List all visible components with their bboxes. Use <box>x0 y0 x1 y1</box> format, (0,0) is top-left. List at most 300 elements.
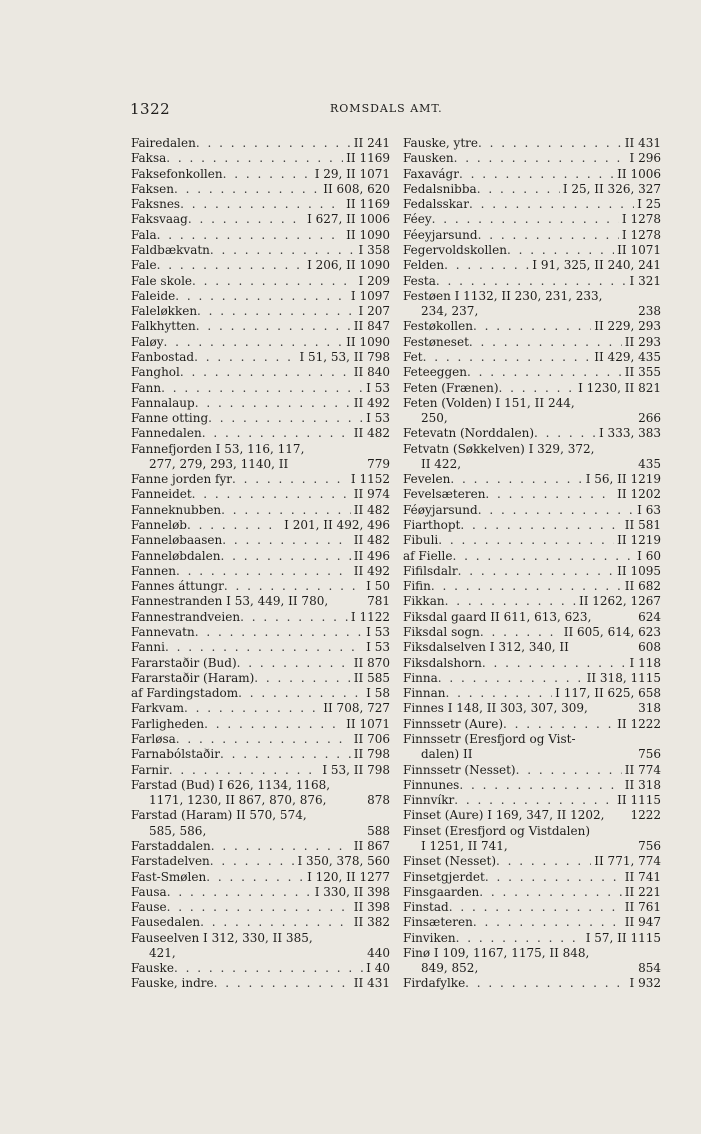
index-entry-line <box>403 946 661 961</box>
entry-references: II 318 <box>624 777 661 792</box>
index-entry-line <box>403 335 661 350</box>
index-entry-line <box>131 625 390 640</box>
entry-term: Fiksdal gaard II 611, 613, 623, <box>403 609 592 624</box>
dot-leader <box>459 167 614 182</box>
index-entry-line <box>403 870 661 885</box>
entry-term: af Fielle <box>403 548 453 563</box>
index-entry <box>403 503 661 518</box>
index-entry <box>403 564 661 579</box>
index-entry <box>131 671 390 686</box>
dot-leader <box>238 686 363 701</box>
index-entry <box>131 549 390 564</box>
entry-references: II 492 <box>353 395 390 410</box>
dot-leader <box>180 365 351 380</box>
index-entry-line <box>403 472 661 487</box>
entry-references: II 482 <box>353 533 390 548</box>
dot-leader <box>438 671 584 686</box>
entry-references: 266 <box>638 411 661 426</box>
index-entry-line <box>131 885 390 900</box>
entry-references: I 330, II 398 <box>314 884 390 899</box>
entry-references: II 1169 <box>346 151 390 166</box>
dot-leader <box>478 228 619 243</box>
dot-leader <box>459 778 621 793</box>
index-column-right <box>403 136 661 992</box>
entry-term: Finnunes <box>403 777 460 792</box>
entry-references: 878 <box>367 793 390 808</box>
index-entry-line <box>131 411 390 426</box>
index-entry <box>403 594 661 609</box>
entry-term: Farstad (Haram) II 570, 574, <box>131 808 307 823</box>
index-entry-line <box>131 228 390 243</box>
index-entry-line <box>131 274 390 289</box>
entry-term: Festa <box>403 273 436 288</box>
index-entry <box>403 151 661 166</box>
index-entry <box>403 426 661 441</box>
entry-references: II 847 <box>353 319 390 334</box>
index-entry <box>131 381 390 396</box>
entry-references: I 91, 325, II 240, 241 <box>532 258 661 273</box>
index-entry-line <box>131 319 390 334</box>
dot-leader <box>214 976 351 991</box>
index-entry <box>403 335 661 350</box>
index-entry-continuation <box>403 839 661 854</box>
entry-term: 421, <box>149 945 176 960</box>
index-entry-line <box>403 212 661 227</box>
index-entry-line <box>131 594 390 609</box>
dot-leader <box>195 396 351 411</box>
index-entry <box>131 411 390 426</box>
entry-term: Féey <box>403 212 432 227</box>
entry-term: Finstad <box>403 900 449 915</box>
index-entry <box>403 274 661 289</box>
entry-term: Fauske, ytre <box>403 136 478 150</box>
index-entry <box>403 976 661 991</box>
index-entry-line <box>403 793 661 808</box>
index-entry-line <box>131 579 390 594</box>
dot-leader <box>221 503 351 518</box>
entry-term: Fannes áttungr <box>131 579 224 594</box>
dot-leader <box>516 763 622 778</box>
index-entry-line <box>131 808 390 823</box>
index-entry <box>131 212 390 227</box>
entry-term: I 1251, II 741, <box>421 838 508 853</box>
index-entry <box>131 319 390 334</box>
index-entry <box>131 594 390 609</box>
entry-references: I 40 <box>366 961 390 976</box>
entry-references: II 761 <box>624 900 661 915</box>
entry-term: Farstad (Bud) I 626, 1134, 1168, <box>131 777 331 792</box>
dot-leader <box>496 854 591 869</box>
index-entry <box>131 335 390 350</box>
entry-references: I 25 <box>637 197 661 212</box>
entry-term: Fegervoldskollen <box>403 242 507 257</box>
index-entry <box>131 274 390 289</box>
index-entry-line <box>131 717 390 732</box>
index-entry-line <box>131 961 390 976</box>
index-entry-line <box>131 976 390 991</box>
entry-term: Fanneløbaasen <box>131 533 223 548</box>
index-entry <box>403 319 661 334</box>
entry-term: Finsæteren <box>403 915 473 930</box>
index-entry-line <box>131 564 390 579</box>
index-entry-line <box>403 503 661 518</box>
entry-references: I 207 <box>358 304 390 319</box>
entry-term: Fauske <box>131 961 174 976</box>
entry-references: II 1202 <box>617 487 661 502</box>
entry-references: 756 <box>638 747 661 762</box>
index-entry-continuation <box>131 946 390 961</box>
index-entry-continuation <box>403 411 661 426</box>
index-entry-line <box>131 610 390 625</box>
index-entry <box>131 931 390 962</box>
index-entry <box>131 151 390 166</box>
dot-leader <box>436 274 627 289</box>
index-entry <box>403 671 661 686</box>
entry-term: Fast-Smølen <box>131 869 207 884</box>
index-entry <box>403 640 661 655</box>
index-entry <box>403 549 661 564</box>
dot-leader <box>456 931 583 946</box>
entry-references: 624 <box>638 609 661 624</box>
entry-references: II 398 <box>353 900 390 915</box>
entry-term: Fausken <box>403 151 454 166</box>
dot-leader <box>444 258 529 273</box>
dot-leader <box>167 900 351 915</box>
dot-leader <box>211 839 351 854</box>
index-entry-line <box>131 212 390 227</box>
entry-term: Finset (Eresfjord og Vistdalen) <box>403 823 591 838</box>
entry-term: Féeyjarsund <box>403 227 478 242</box>
index-entry <box>403 701 661 716</box>
index-entry <box>131 900 390 915</box>
index-entry <box>403 686 661 701</box>
entry-references: I 117, II 625, 658 <box>555 686 661 701</box>
index-entry-line <box>403 915 661 930</box>
index-entry-continuation <box>403 304 661 319</box>
entry-references: II 229, 293 <box>594 319 661 334</box>
entry-term: Fanbostad <box>131 349 195 364</box>
index-entry-line <box>131 182 390 197</box>
entry-term: Fale <box>131 258 157 273</box>
entry-references: I 29, II 1071 <box>314 166 390 181</box>
dot-leader <box>438 533 614 548</box>
entry-term: 849, 852, <box>421 961 479 976</box>
entry-term: Fairedalen <box>131 136 196 150</box>
dot-leader <box>458 564 615 579</box>
entry-term: Falkhytten <box>131 319 196 334</box>
entry-references: II 1219 <box>617 533 661 548</box>
dot-leader <box>192 274 356 289</box>
dot-leader <box>194 350 296 365</box>
index-entry <box>403 717 661 732</box>
entry-references: I 53, II 798 <box>322 762 390 777</box>
index-entry <box>131 808 390 839</box>
entry-term: Faksa <box>131 151 167 166</box>
entry-term: Faksnes <box>131 197 181 212</box>
index-entry-line <box>403 396 661 411</box>
entry-term: Fibuli <box>403 533 439 548</box>
index-entry <box>131 579 390 594</box>
index-entry-line <box>131 854 390 869</box>
entry-term: Fannedalen <box>131 426 202 441</box>
index-entry <box>403 258 661 273</box>
dot-leader <box>175 289 348 304</box>
entry-term: Fararstaðir (Haram) <box>131 670 255 685</box>
entry-term: Feten (Volden) I 151, II 244, <box>403 395 575 410</box>
dot-leader <box>467 365 622 380</box>
entry-term: Finviken <box>403 930 456 945</box>
index-entry <box>131 442 390 473</box>
entry-references: I 53 <box>366 380 390 395</box>
dot-leader <box>477 182 560 197</box>
entry-term: Finset (Aure) I 169, 347, II 1202, <box>403 808 605 823</box>
dot-leader <box>197 304 355 319</box>
index-entry-line <box>403 151 661 166</box>
entry-references: II 605, 614, 623 <box>563 625 661 639</box>
entry-term: 250, <box>421 411 448 426</box>
entry-references: I 118 <box>629 655 661 670</box>
index-entry-line <box>131 549 390 564</box>
dot-leader <box>478 503 634 518</box>
index-entry <box>131 533 390 548</box>
dot-leader <box>208 411 363 426</box>
entry-references: II 708, 727 <box>323 701 390 716</box>
dot-leader <box>499 381 576 396</box>
index-entry-line <box>403 442 661 457</box>
entry-term: Fedalsskar <box>403 197 469 212</box>
entry-references: 779 <box>367 456 390 471</box>
index-entry <box>131 839 390 854</box>
entry-references: II 741 <box>624 869 661 884</box>
dot-leader <box>200 915 351 930</box>
entry-term: Finsetgjerdet <box>403 869 485 884</box>
index-entry <box>403 365 661 380</box>
index-entry-continuation <box>403 961 661 976</box>
entry-references: 238 <box>638 304 661 319</box>
index-entry-line <box>131 778 390 793</box>
entry-references: I 1122 <box>350 609 390 624</box>
entry-references: II 431 <box>353 976 390 991</box>
entry-term: Fifin <box>403 579 431 594</box>
entry-term: Finnes I 148, II 303, 307, 309, <box>403 701 588 716</box>
index-entry <box>131 961 390 976</box>
dot-leader <box>206 870 304 885</box>
entry-references: II 1006 <box>617 166 661 181</box>
index-entry <box>403 533 661 548</box>
page-number: 1322 <box>130 100 171 118</box>
index-entry-line <box>131 839 390 854</box>
index-entry <box>403 870 661 885</box>
entry-references: II 870 <box>353 655 390 670</box>
entry-term: Fannestrandveien <box>131 609 241 624</box>
entry-references: I 1278 <box>621 227 661 242</box>
entry-term: Fanneløb <box>131 518 187 533</box>
index-entry <box>131 656 390 671</box>
entry-references: II 581 <box>624 518 661 533</box>
entry-term: Fanneløbdalen <box>131 548 221 563</box>
entry-references: II 1115 <box>617 793 661 808</box>
entry-references: I 209 <box>358 273 390 288</box>
dot-leader <box>202 426 351 441</box>
index-entry-line <box>403 426 661 441</box>
index-entry-line <box>403 381 661 396</box>
dot-leader <box>460 518 621 533</box>
dot-leader <box>223 167 312 182</box>
entry-references: I 206, II 1090 <box>307 258 390 273</box>
entry-term: Fale skole <box>131 273 193 288</box>
index-entry-line <box>403 671 661 686</box>
index-entry <box>131 640 390 655</box>
entry-references: 1222 <box>630 808 661 823</box>
index-entry-line <box>403 274 661 289</box>
index-entry-line <box>131 442 390 457</box>
index-entry-line <box>131 900 390 915</box>
entry-term: Fannevatn <box>131 625 195 639</box>
index-entry <box>403 518 661 533</box>
index-entry-line <box>403 824 661 839</box>
index-entry-line <box>131 656 390 671</box>
entry-term: Festøen I 1132, II 230, 231, 233, <box>403 288 603 303</box>
index-entry <box>131 182 390 197</box>
index-entry <box>131 610 390 625</box>
index-entry-continuation <box>131 457 390 472</box>
index-entry-line <box>131 686 390 701</box>
entry-references: II 496 <box>353 548 390 563</box>
entry-term: Festøneset <box>403 334 469 349</box>
entry-term: Fanghol <box>131 365 180 380</box>
entry-term: Finnssetr (Nesset) <box>403 762 516 777</box>
entry-references: I 51, 53, II 798 <box>299 349 390 364</box>
index-entry-line <box>403 885 661 900</box>
index-entry-line <box>403 778 661 793</box>
entry-term: 277, 279, 293, 1140, II <box>149 456 289 471</box>
index-entry <box>403 442 661 473</box>
index-entry-line <box>131 870 390 885</box>
entry-references: II 1095 <box>617 563 661 578</box>
index-entry <box>131 763 390 778</box>
entry-term: dalen) II <box>421 747 473 762</box>
entry-term: Farkvam <box>131 701 184 716</box>
dot-leader <box>187 518 281 533</box>
entry-references: I 1230, II 821 <box>578 380 661 395</box>
entry-term: Faxavágr <box>403 166 459 181</box>
entry-references: II 1262, 1267 <box>578 594 661 609</box>
entry-term: Fiksdalshorn <box>403 655 482 670</box>
entry-references: I 333, 383 <box>599 426 661 441</box>
entry-term: Faksefonkollen <box>131 166 223 181</box>
entry-references: II 318, 1115 <box>586 670 661 685</box>
index-entry <box>403 778 661 793</box>
dot-leader <box>454 793 614 808</box>
entry-references: I 627, II 1006 <box>307 212 390 227</box>
index-entry <box>403 625 661 640</box>
dot-leader <box>454 151 627 166</box>
index-entry-line <box>131 167 390 182</box>
dot-leader <box>465 976 626 991</box>
index-entry-line <box>131 258 390 273</box>
index-entry <box>403 167 661 182</box>
dot-leader <box>174 961 363 976</box>
dot-leader <box>469 197 634 212</box>
entry-references: II 482 <box>353 502 390 517</box>
entry-references: II 241 <box>353 136 390 150</box>
dot-leader <box>222 533 351 548</box>
entry-term: Faleløkken <box>131 304 198 319</box>
entry-term: Fiarthopt <box>403 518 461 533</box>
index-entry-line <box>131 151 390 166</box>
index-entry <box>403 579 661 594</box>
entry-references: II 608, 620 <box>323 181 390 196</box>
dot-leader <box>224 579 363 594</box>
entry-references: I 56, II 1219 <box>585 472 661 487</box>
entry-term: Fannalaup <box>131 395 195 410</box>
index-entry-line <box>403 319 661 334</box>
entry-references: I 57, II 1115 <box>585 930 661 945</box>
entry-references: II 431 <box>624 136 661 150</box>
index-entry <box>131 976 390 991</box>
index-entry-line <box>403 365 661 380</box>
dot-leader <box>449 900 622 915</box>
entry-term: Finnssetr (Aure) <box>403 716 504 731</box>
index-entry-line <box>403 701 661 716</box>
entry-term: Faldbækvatn <box>131 242 210 257</box>
entry-term: Farnir <box>131 762 169 777</box>
entry-term: Fevelsæteren <box>403 487 486 502</box>
entry-references: I 63 <box>637 502 661 517</box>
entry-references: II 355 <box>624 365 661 380</box>
index-entry-line <box>403 610 661 625</box>
dot-leader <box>210 854 295 869</box>
index-entry-line <box>131 640 390 655</box>
entry-term: Fararstaðir (Bud) <box>131 655 237 670</box>
index-entry <box>131 289 390 304</box>
index-entry <box>403 487 661 502</box>
entry-term: Faksvaag <box>131 212 188 227</box>
entry-term: Finnvíkr <box>403 793 455 808</box>
entry-term: Farligheden <box>131 716 205 731</box>
index-entry <box>131 304 390 319</box>
entry-term: Faløy <box>131 334 164 349</box>
dot-leader <box>450 472 582 487</box>
index-entry-line <box>403 518 661 533</box>
entry-term: Fanneknubben <box>131 502 222 517</box>
index-entry <box>131 915 390 930</box>
entry-references: II 1222 <box>617 716 661 731</box>
entry-term: Felden <box>403 258 445 273</box>
index-entry-line <box>131 931 390 946</box>
index-entry <box>131 228 390 243</box>
entry-term: Fauske, indre <box>131 976 214 991</box>
index-entry-continuation <box>403 747 661 762</box>
dot-leader <box>157 228 343 243</box>
entry-term: Fikkan <box>403 594 445 609</box>
index-entry <box>403 212 661 227</box>
dot-leader <box>432 212 619 227</box>
index-entry-line <box>403 594 661 609</box>
dot-leader <box>482 656 627 671</box>
entry-term: Farstadelven <box>131 854 210 869</box>
entry-references: I 358 <box>358 242 390 257</box>
index-entry-line <box>403 564 661 579</box>
dot-leader <box>254 671 351 686</box>
index-entry <box>403 396 661 427</box>
dot-leader <box>166 151 343 166</box>
index-entry <box>131 503 390 518</box>
index-entry <box>131 564 390 579</box>
dot-leader <box>469 335 622 350</box>
entry-term: Fanne otting <box>131 411 209 426</box>
entry-term: Fiksdal sogn <box>403 625 480 639</box>
